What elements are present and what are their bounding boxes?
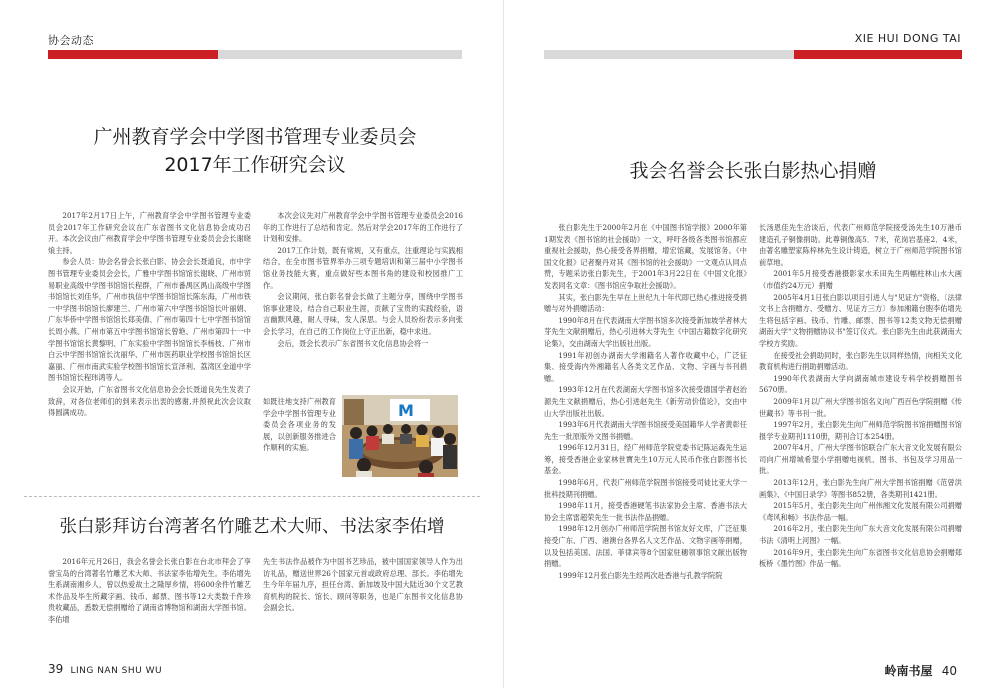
page-number-left: 39 (48, 662, 64, 676)
article3-paragraph: 1998年6月，代表广州师范学院图书馆接受司徒比亚大学一批科技期刊捐赠。 (544, 478, 747, 499)
article3-paragraph: 张白影先生于2000年2月在《中国图书馆学报》2000年第1期发表《图书馆的社会援助》一文，呼吁各级各类图书馆都应重视社会援助，热心接受各界捐赠，增宏馆藏，发展馆务。《中国文化报》记者聚丹对其《图书馆的社会援助》一文观点认同点赞，专题采访张白影先生，于2001年3月22日在《中国文化报》发表同名文章：《图书馆应争取社会援助》。 (544, 223, 747, 290)
article3-paragraph: 其实，张白影先生早在上世纪九十年代即已热心推进接受捐赠与对外捐赠活动： (544, 292, 747, 314)
article3-paragraph: 在接受社会捐助同时，张白影先生以同样热情，向相关文化教育机构进行捐助捐赠活动。 (759, 350, 962, 372)
article3-paragraph: 2016年9月，张白影先生向广东省图书文化信息协会捐赠郑板桥《墨竹图》作品一幅。 (759, 547, 962, 569)
section-header-left: 协会动态 (48, 34, 94, 47)
footer-title-left: LING NAN SHU WU (70, 666, 163, 676)
article2-paragraph: 2016年元月26日，我会名誉会长张白影在台北市拜会了享誉宝岛的台湾著名竹雕艺术大师、书法家李佑增先生。李佑增先生系湖南湘乡人，曾以热爱故土之隆厚乡情，将600余件竹雕艺术作品及毕生所藏字画、钱币、邮票、图书等12大类数千件珍贵收藏品，悉数无偿捐赠给了湖南省博物馆和湖南大学图书馆。李佑增 (48, 557, 251, 624)
article3-title: 我会名誉会长张白影热心捐赠 (629, 160, 877, 182)
article3-paragraph: 2015年5月，张白影先生向广州伟湘文化发展有限公司捐赠《鸢风和畅》书法作品一幅。 (759, 501, 962, 522)
page-gutter (503, 0, 504, 688)
footer-left (48, 662, 162, 676)
article1-paragraph: 2017工作计划，既有常规，又有重点，注重理论与实践相结合，在全市图书管界举办三项专题培训和第三届中小学图书馆业务技能大赛，重点做好些本图书角的建设和校园推广工作。 (263, 245, 463, 290)
article3-paragraph: 1990年代表湖南大学向湖南城市建设专科学校捐赠图书5670册。 (759, 373, 962, 395)
article3-paragraph: 2013年12月，张白影先生向广州大学图书馆捐赠《范曾洪画集》、《中国日录学》等图书852册，各类期刊1421册。 (759, 478, 962, 499)
article1-title-line2: 2017年工作研究会议 (164, 154, 346, 176)
article1-column1 (48, 210, 251, 476)
footer-right (885, 662, 961, 679)
article3-paragraph: 1996年12月31日，经广州师范学院党委书记陈运森先生运筹，接受香港企业家林世寶先生10万元人民币作张白影图书长基金。 (544, 443, 747, 476)
article1-column2-wrap (263, 396, 336, 480)
article3-paragraph: 1993年6月代表湖南大学图书馆接受美国籍华人学者黄彰任先生一批原版外文图书捐赠。 (544, 420, 747, 441)
section-header-right: XIE HUI DONG TAI (854, 32, 961, 45)
article3-paragraph: 1993年12月在代表湖南大学图书馆多次接受德国学者赵治源先生文献捐赠后，热心引进赵先生《新劳动价值论》，交由中山大学出版社出版。 (544, 385, 747, 418)
article3-paragraph: 1990年8月在代表湖南大学图书馆多次接受新加坡学者林大芽先生文献捐赠后，热心引进林大芽先生《中国古籍数字化研究论集》，交由湖南大学出版社出版。 (544, 315, 747, 348)
article3-paragraph: 1998年11月，接受香港硬笔书法家协会主席、香港书法大协会主席雷超荣先生一批书法作品捐赠。 (544, 501, 747, 522)
footer-title-right: 岭南书屋 (884, 664, 933, 678)
article3-paragraph: 2005年4月1日张白影以项目引进人与"见证方"资格，〔法律文书上含捐赠方、受赠方、见证方三方〕参加湘籍台胞李佑增先生将包括字画、钱币、竹雕、邮票、图书等12类文物无偿捐赠湖南大学"文物捐赠协议书"签订仪式。张白影先生由此获湖南大学校方奖励。 (759, 292, 962, 348)
article3-paragraph: 2001年5月接受香港摄影家水禾田先生两幅柱林山水大画（市值约24万元）捐赠 (759, 269, 962, 290)
page-number-right: 40 (941, 664, 957, 678)
article3-paragraph: 2016年2月，张白影先生向广东大音文化发展有限公司捐赠书法《清明上河图》一幅。 (759, 524, 962, 546)
meeting-photo (342, 395, 458, 477)
article3-paragraph: 长汤恩佳先生洽谈后，代表广州师范学院接受汤先生10万港币建造孔子铜像捐助。此尊铜像高5．7米，花岗岩基座2．4米，由著名雕塑家陈梓林先生设计铸造，树立于广州师范学院图书馆前草地。 (759, 223, 962, 267)
header-gray-bar-right (544, 50, 794, 59)
article1-paragraph-continued: 如既往地支持广州教育学会中学图书管理专业委员会各项业务的发展，以创新服务推进合作顺利的实施。 (263, 397, 336, 453)
article3-paragraph: 2009年1月以广州大学图书馆名义向广西百色学院捐赠《传世藏书》等书刊一批。 (759, 396, 962, 418)
header-accent-bar-right (794, 50, 962, 59)
header-accent-bar-left (48, 50, 218, 59)
article1-paragraph: 2017年2月17日上午，广州教育学会中学图书管理专业委员会2017年工作研究会议在广东省图书文化信息协会成功召开。本次会议由广州教育学会中学图书管理专业委员会会长谢晓烺主持。 (48, 211, 251, 255)
article1-paragraph: 会后，聂会长表示广东省图书文化信息协会将一 (277, 338, 429, 348)
article3-column2 (759, 222, 962, 654)
article3-paragraph: 2007年4月，广州大学图书馆联合广东大音文化发展有限公司向广州增城希望小学捐赠电视机、图书、书包及学习用品一批。 (759, 443, 962, 476)
article-separator (24, 496, 480, 498)
article3-column1 (544, 222, 747, 654)
article2-column1 (48, 556, 251, 651)
article3-paragraph: 1998年12月创办广州师范学院图书馆友好文库，广泛征集接受广东、广西、港澳台各界名人文艺作品、文物字画等捐赠，以及包括美国、法国、菲律宾等8个国家驻穗领事馆文献出版物捐赠。 (544, 524, 747, 569)
article3-paragraph: 1999年12月张白影先生经两次赴香港与孔教学院院 (558, 570, 723, 580)
article1-title-line1: 广州教育学会中学图书管理专业委员会 (93, 126, 417, 148)
article1-paragraph: 本次会议先对广州教育学会中学图书管理专业委员会2016年的工作进行了总结和肯定。然后对学会2017年的工作进行了计划和安排。 (263, 211, 463, 244)
header-gray-bar-left (218, 50, 462, 59)
article3-paragraph: 1991年初创办湖南大学湘籍名人著作收藏中心，广泛征集、接受海内外湘籍名人各类文艺作品、文物、字画与书刊捐赠。 (544, 350, 747, 383)
article2-column2 (263, 556, 463, 651)
article1-paragraph: 会议开始，广东省图书文化信息协会会长聂道良先生发表了致辞，对各位老师们的到来表示出衷的感谢,并预祝此次会议取得圆满成功。 (48, 384, 251, 418)
article3-paragraph: 1997年2月，张白影先生向广州师范学院图书馆捐赠图书馆报学专业期刊1110册，期刊合订本254册。 (759, 420, 962, 441)
article2-title: 张白影拜访台湾著名竹雕艺术大师、书法家李佑增 (59, 517, 445, 537)
watermark-logo: M (398, 401, 414, 420)
article1-paragraph: 会议期间，张白影名誉会长做了主题分享，围绕中学图书馆事业建设，结合自己职业生涯，贡献了宝贵的实践经验，语言幽默风趣，耐人寻味，发人深思。与会人员纷纷表示多向张会长学习，在自己的工作岗位上守正出新，稳中求进。 (263, 292, 463, 336)
article1-paragraph: 参会人员：协会名誉会长张白影、协会会长聂道良，市中学图书管理专业委员会会长，广雅中学图书馆馆长谢晓、广州市贸易职业高级中学图书馆馆长程群，广州市番禺区禺山高级中学图书馆馆长刘佳华，广州市执信中学图书馆馆长陈东海，广州市铁一中学图书馆馆长廖建兰、广州市第六中学图书馆馆长叶丽娟、广东华侨中学图书馆馆长郑美倩、广州市第四十七中学图书馆馆长周小燕、广州市第五中学图书馆馆长曾艳、广州市第四十一中学图书馆馆长黄黎明、广东实验中学图书馆馆长李杨枝、广州市白云中学图书馆馆长沈丽华、广州市医药职业学校图书馆馆长区嘉丽、广州市南武实验学校图书馆馆长宣泽利、荔湾区金道中学图书馆馆长程玮鸿等人。 (48, 257, 251, 383)
article2-paragraph: 先生书法作品被作为中国书艺珍品，被中国国家领导人作为出访礼品，赠送世界26个国家元首或政府总理、部长。李佑增先生今年年届九序，担任台湾、新加坡及中国大陆近30个文艺教育机构的院长、馆长、顾问等职务，也是广东图书文化信息协会副会长。 (263, 557, 463, 613)
article1-column2 (263, 210, 463, 395)
